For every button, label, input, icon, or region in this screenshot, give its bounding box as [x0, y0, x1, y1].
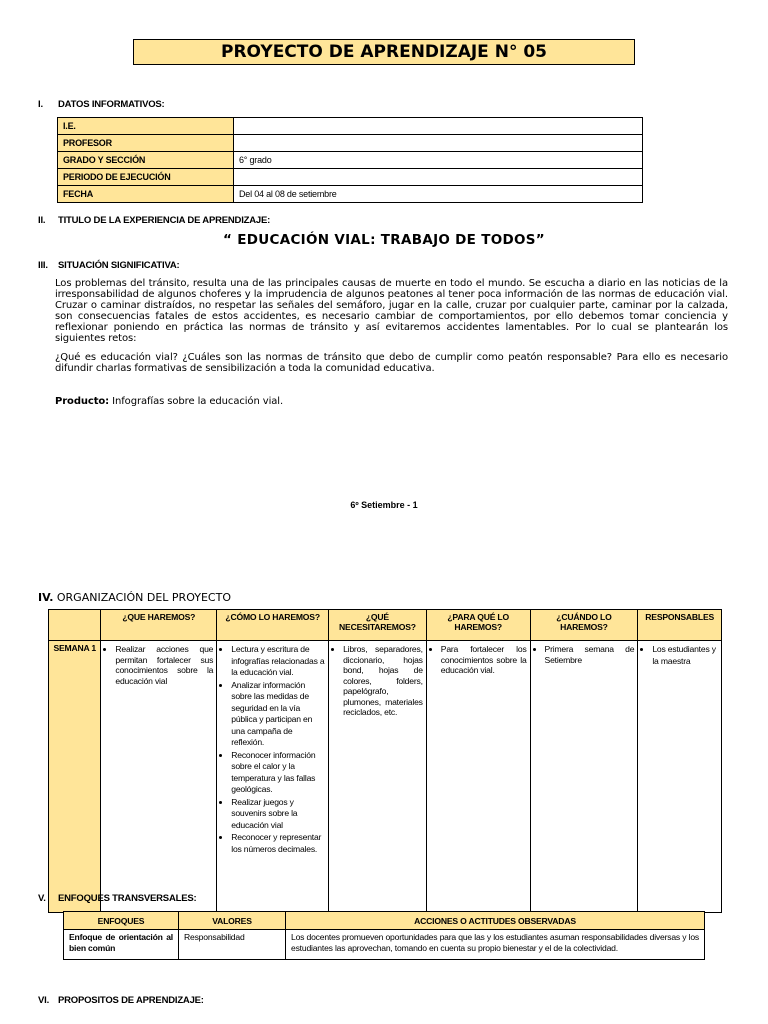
list-item: • Primera semana de Setiembre	[545, 644, 635, 665]
header-actions: ACCIONES O ACTITUDES OBSERVADAS	[286, 912, 705, 930]
value-cell: Responsabilidad	[179, 930, 286, 960]
list-item: • Libros, separadores, diccionario, hojas bond, hojas de colores, folders, papelógrafo, plumones, materiales reciclados, etc.	[343, 644, 423, 718]
why-cell	[426, 641, 530, 913]
info-table	[57, 117, 643, 203]
list-item: • Analizar información sobre las medidas de seguridad en la vía pública y participan en una campaña de reflexión.	[231, 680, 325, 749]
situation-paragraph: Los problemas del tránsito, resulta una de las principales causas de muerte en todo el mundo. Se escucha a diario en las noticias de la irresponsabilidad de algunos choferes y la imprudencia de algunos peatones al tener poca información de las normas de educación vial. Cruzar o caminar distraídos, no respetar las señales del semáforo, jugar en la calle, cruzar por cualquier parte, caminar por la calzada, son consecuencias fatales de estos accidentes, es necesario cambiar de comportamientos, por ello debemos tomar conciencia y reflexionar poniendo en práctica las normas de tránsito y así evitaremos accidentes lamentables. Por lo cual se plantearán los siguientes retos:	[55, 278, 728, 344]
section-label: TITULO DE LA EXPERIENCIA DE APRENDIZAJE:	[58, 215, 271, 226]
info-label: PERIODO DE EJECUCIÓN	[58, 169, 234, 186]
info-row	[58, 152, 643, 169]
how-cell	[217, 641, 329, 913]
header-when: ¿CUÁNDO LO HAREMOS?	[530, 610, 638, 641]
actions-cell: Los docentes promueven oportunidades para que las y los estudiantes asuman responsabilidades diversas y los estudiantes las aprovechan, tomando en cuenta su propio bienestar y el de la colectividad.	[286, 930, 705, 960]
info-value	[234, 118, 643, 135]
info-label: GRADO Y SECCIÓN	[58, 152, 234, 169]
info-row	[58, 186, 643, 203]
experience-title: “ EDUCACIÓN VIAL: TRABAJO DE TODOS”	[223, 232, 545, 248]
section-heading-enfoques	[38, 893, 196, 904]
list-item: • Realizar acciones que permitan fortalecer sus conocimientos sobre la educación vial	[115, 644, 213, 686]
challenge-paragraph: ¿Qué es educación vial? ¿Cuáles son las normas de tránsito que debo de cumplir como peatón responsable? Para ello es necesario difundir charlas formativas de sensibilización a toda la comunidad educativa.	[55, 352, 728, 374]
list-item: • Lectura y escritura de infografías relacionadas a la educación vial.	[231, 644, 325, 679]
list-item: • Reconocer información sobre el calor y la temperatura y las fallas geológicas.	[231, 750, 325, 796]
week-label: SEMANA 1	[49, 641, 101, 913]
section-heading-titulo	[38, 215, 270, 226]
section-heading-propositos	[38, 995, 204, 1006]
info-value	[234, 135, 643, 152]
section-label: ORGANIZACIÓN DEL PROYECTO	[56, 591, 231, 604]
when-cell	[530, 641, 638, 913]
section-number: V.	[38, 893, 46, 904]
list-item: • Para fortalecer los conocimientos sobre la educación vial.	[441, 644, 527, 676]
page-footer: 6º Setiembre - 1	[350, 500, 418, 510]
list-item: • Realizar juegos y souvenirs sobre la educación vial	[231, 797, 325, 832]
header-need: ¿QUÉ NECESITAREMOS?	[329, 610, 427, 641]
need-cell	[329, 641, 427, 913]
section-number: III.	[38, 260, 48, 271]
section-label: SITUACIÓN SIGNIFICATIVA:	[58, 260, 180, 271]
project-title: PROYECTO DE APRENDIZAJE N° 05	[133, 39, 635, 65]
info-value	[234, 169, 643, 186]
approaches-row	[64, 930, 705, 960]
section-label: DATOS INFORMATIVOS:	[58, 99, 165, 110]
section-number: IV.	[38, 591, 54, 604]
info-value: 6° grado	[234, 152, 643, 169]
header-why: ¿PARA QUÉ LO HAREMOS?	[426, 610, 530, 641]
info-row	[58, 135, 643, 152]
header-values: VALORES	[179, 912, 286, 930]
info-label: FECHA	[58, 186, 234, 203]
organization-table	[48, 609, 722, 913]
section-number: II.	[38, 215, 46, 226]
approaches-header-row	[64, 912, 705, 930]
section-heading-datos	[38, 99, 165, 110]
product-label: Producto:	[55, 396, 110, 407]
what-cell	[101, 641, 217, 913]
list-item: • Los estudiantes y la maestra	[652, 644, 718, 667]
organization-header-row	[49, 610, 722, 641]
header-what: ¿QUE HAREMOS?	[101, 610, 217, 641]
info-row	[58, 118, 643, 135]
approaches-table	[63, 911, 705, 960]
section-number: I.	[38, 99, 43, 110]
info-value: Del 04 al 08 de setiembre	[234, 186, 643, 203]
section-heading-situacion	[38, 260, 180, 271]
header-who: RESPONSABLES	[638, 610, 722, 641]
info-label: PROFESOR	[58, 135, 234, 152]
organization-row	[49, 641, 722, 913]
header-approach: ENFOQUES	[64, 912, 179, 930]
section-heading-organizacion	[38, 591, 231, 604]
approach-cell: Enfoque de orientación al bien común	[64, 930, 179, 960]
header-how: ¿CÓMO LO HAREMOS?	[217, 610, 329, 641]
header-empty	[49, 610, 101, 641]
section-number: VI.	[38, 995, 50, 1006]
product-text: Infografías sobre la educación vial.	[109, 396, 284, 407]
list-item: • Reconocer y representar los números decimales.	[231, 832, 325, 855]
who-cell	[638, 641, 722, 913]
info-label: I.E.	[58, 118, 234, 135]
info-row	[58, 169, 643, 186]
product-line	[55, 396, 728, 407]
section-label: ENFOQUES TRANSVERSALES:	[58, 893, 197, 904]
section-label: PROPOSITOS DE APRENDIZAJE:	[58, 995, 204, 1006]
